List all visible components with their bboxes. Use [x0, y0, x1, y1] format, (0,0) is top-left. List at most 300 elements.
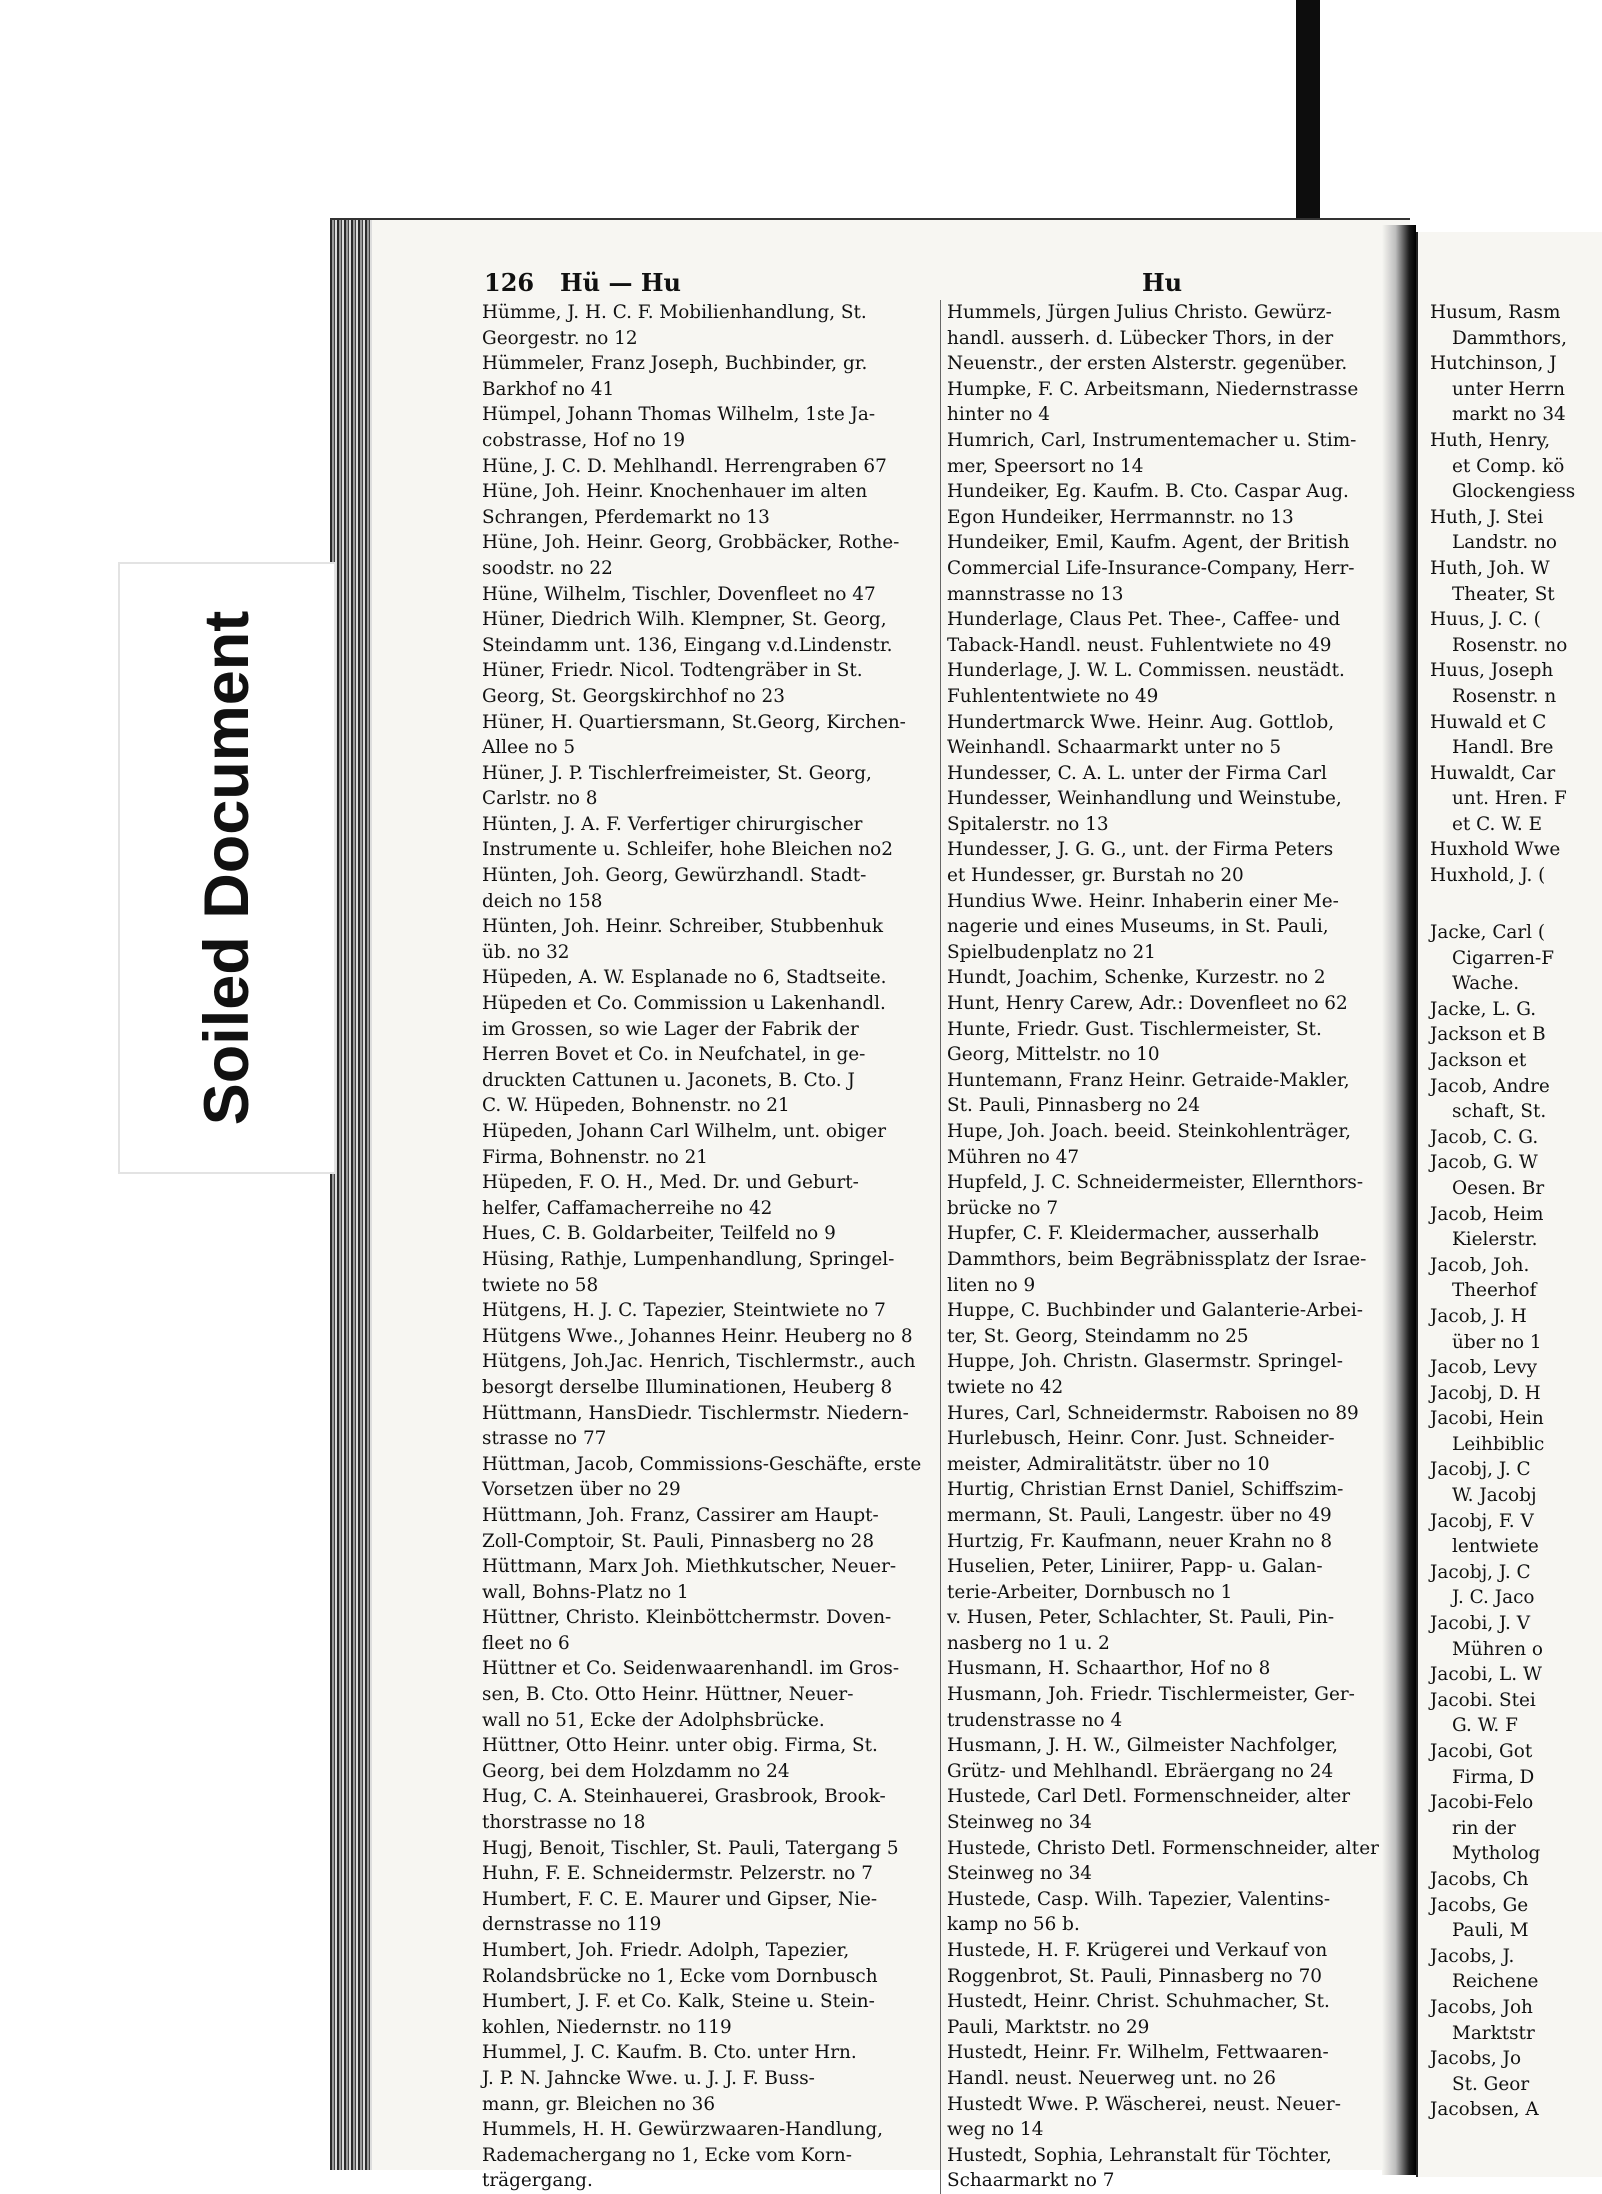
facing-entry-line: Jacke, L. G. — [1430, 998, 1537, 1020]
entry-line: Huppe, C. Buchbinder und Galanterie-Arbei- — [947, 1300, 1363, 1322]
facing-entry-line: Huth, Joh. W — [1430, 557, 1550, 579]
entry-line: Hustede, Casp. Wilh. Tapezier, Valentins- — [947, 1888, 1331, 1910]
facing-entry-line: Firma, D — [1452, 1766, 1535, 1788]
entry-line: Georg, Mittelstr. no 10 — [947, 1044, 1160, 1066]
entry-line: strasse no 77 — [482, 1428, 607, 1450]
entry-line: twiete no 58 — [482, 1274, 599, 1296]
entry-line: St. Pauli, Pinnasberg no 24 — [947, 1095, 1201, 1117]
facing-entry-line: Huxhold, J. ( — [1430, 865, 1546, 887]
entry-line: v. Husen, Peter, Schlachter, St. Pauli, Pin- — [947, 1607, 1335, 1629]
facing-entry-line: Jackson et — [1430, 1049, 1527, 1071]
directory-entry — [947, 1221, 1386, 1298]
directory-entry — [947, 479, 1386, 530]
facing-entry-line: Jacob, J. H — [1430, 1305, 1527, 1327]
directory-entry — [947, 530, 1386, 607]
entry-line: Taback-Handl. neust. Fuhlentwiete no 49 — [947, 634, 1332, 656]
directory-entry — [947, 1784, 1386, 1835]
entry-line: Hüttmann, HansDiedr. Tischlermstr. Niedern- — [482, 1402, 909, 1424]
entry-line: mann, gr. Bleichen no 36 — [482, 2093, 716, 2115]
facing-entry-line: Mühren o — [1452, 1638, 1543, 1660]
entry-line: Hunderlage, J. W. L. Commissen. neustädt. — [947, 660, 1345, 682]
entry-line: Hundeiker, Emil, Kaufm. Agent, der British — [947, 532, 1350, 554]
directory-entry — [947, 991, 1386, 1017]
entry-line: Instrumente u. Schleifer, hohe Bleichen no2 — [482, 839, 893, 861]
directory-entry — [482, 1656, 928, 1733]
directory-entry — [482, 1401, 928, 1452]
entry-line: Barkhof no 41 — [482, 378, 615, 400]
directory-entry — [482, 402, 928, 453]
facing-entry-line: Hutchinson, J — [1430, 353, 1557, 375]
entry-line: kohlen, Niedernstr. no 119 — [482, 2016, 732, 2038]
directory-entry — [947, 1682, 1386, 1733]
entry-line: Herren Bovet et Co. in Neufchatel, in ge- — [482, 1044, 866, 1066]
entry-line: trudenstrasse no 4 — [947, 1709, 1123, 1731]
facing-entry-line: Jacobs, Ch — [1430, 1868, 1529, 1890]
facing-entry-line: Jacobsen, A — [1430, 2099, 1539, 2121]
entry-line: Hüne, Joh. Heinr. Georg, Grobbäcker, Rothe- — [482, 532, 900, 554]
facing-entry-line: Jacobi. Stei — [1430, 1689, 1536, 1711]
directory-entry — [947, 428, 1386, 479]
directory-entry — [482, 1298, 928, 1324]
directory-entry — [482, 863, 928, 914]
scan-border — [1296, 0, 1320, 245]
entry-line: Zoll-Comptoir, St. Pauli, Pinnasberg no 28 — [482, 1530, 875, 1552]
entry-line: Humbert, J. F. et Co. Kalk, Steine u. Stein- — [482, 1991, 875, 2013]
facing-entry-line: Wache. — [1452, 973, 1520, 995]
entry-line: Schrangen, Pferdemarkt no 13 — [482, 506, 770, 528]
facing-entry-line: Jacobj, J. C — [1430, 1459, 1531, 1481]
entry-line: Hundesser, Weinhandlung und Weinstube, — [947, 788, 1342, 810]
facing-entry-line: Jacobj, J. C — [1430, 1561, 1531, 1583]
entry-line: Rademachergang no 1, Ecke vom Korn- — [482, 2144, 852, 2166]
facing-entry-line: Jacobi, Hein — [1430, 1408, 1544, 1430]
directory-entry — [947, 1529, 1386, 1555]
facing-entry-line: et C. W. E — [1452, 813, 1543, 835]
entry-line: Hüttner, Otto Heinr. unter obig. Firma, St. — [482, 1735, 878, 1757]
facing-entry-line: Glockengiess — [1452, 481, 1576, 503]
entry-line: Hüsing, Rathje, Lumpenhandlung, Springel- — [482, 1248, 895, 1270]
facing-page — [1416, 232, 1602, 2177]
directory-entry — [947, 1401, 1386, 1427]
directory-entry — [482, 761, 928, 812]
entry-line: hinter no 4 — [947, 404, 1050, 426]
facing-entry-line: Huwald et C — [1430, 711, 1547, 733]
entry-line: mer, Speersort no 14 — [947, 455, 1144, 477]
directory-entry — [482, 1324, 928, 1350]
entry-line: Hüpeden, A. W. Esplanade no 6, Stadtseite. — [482, 967, 887, 989]
entry-line: wall no 51, Ecke der Adolphsbrücke. — [482, 1709, 825, 1731]
entry-line: Hüner, J. P. Tischlerfreimeister, St. Georg, — [482, 762, 872, 784]
entry-line: Hünten, Joh. Heinr. Schreiber, Stubbenhuk — [482, 916, 883, 938]
entry-line: dernstrasse no 119 — [482, 1914, 662, 1936]
entry-line: Firma, Bohnenstr. no 21 — [482, 1146, 708, 1168]
entry-line: Hundesser, J. G. G., unt. der Firma Peters — [947, 839, 1334, 861]
entry-line: Hustede, Carl Detl. Formenschneider, alter — [947, 1786, 1351, 1808]
entry-line: C. W. Hüpeden, Bohnenstr. no 21 — [482, 1095, 790, 1117]
entry-line: Georg, St. Georgskirchhof no 23 — [482, 685, 785, 707]
facing-entry-line: Jacke, Carl ( — [1430, 922, 1546, 943]
entry-line: im Grossen, so wie Lager der Fabrik der — [482, 1018, 859, 1040]
entry-line: Hüner, H. Quartiersmann, St.Georg, Kirchen- — [482, 711, 906, 733]
entry-line: wall, Bohns-Platz no 1 — [482, 1581, 689, 1603]
facing-entry-line: G. W. F — [1452, 1715, 1518, 1737]
entry-line: Handl. neust. Neuerweg unt. no 26 — [947, 2067, 1276, 2089]
facing-entry-line: Jacobj, D. H — [1430, 1382, 1541, 1404]
entry-line: Hues, C. B. Goldarbeiter, Teilfeld no 9 — [482, 1223, 836, 1245]
entry-line: Hustedt, Sophia, Lehranstalt für Töchter, — [947, 2144, 1332, 2166]
entry-line: Steinweg no 34 — [947, 1812, 1093, 1834]
entry-line: Spitalerstr. no 13 — [947, 813, 1109, 835]
entry-line: Hundius Wwe. Heinr. Inhaberin einer Me- — [947, 890, 1339, 912]
entry-line: Hümpel, Johann Thomas Wilhelm, 1ste Ja- — [482, 404, 876, 426]
entry-line: Steinweg no 34 — [947, 1863, 1093, 1885]
entry-line: Pauli, Marktstr. no 29 — [947, 2016, 1150, 2038]
entry-line: Rolandsbrücke no 1, Ecke vom Dornbusch — [482, 1965, 878, 1987]
entry-line: Hug, C. A. Steinhauerei, Grasbrook, Brook- — [482, 1786, 886, 1808]
entry-line: fleet no 6 — [482, 1632, 570, 1654]
directory-entry — [482, 351, 928, 402]
facing-column-upper — [1430, 300, 1602, 889]
entry-line: weg no 14 — [947, 2119, 1044, 2141]
directory-entry — [947, 1349, 1386, 1400]
entry-line: deich no 158 — [482, 890, 603, 912]
facing-entry-line: Jackson et B — [1430, 1024, 1546, 1046]
entry-line: Spielbudenplatz no 21 — [947, 941, 1156, 963]
directory-column-right — [940, 300, 1386, 2194]
directory-entry — [482, 1247, 928, 1298]
entry-line: terie-Arbeiter, Dornbusch no 1 — [947, 1581, 1233, 1603]
entry-line: Huntemann, Franz Heinr. Getraide-Makler, — [947, 1069, 1350, 1091]
directory-entry — [947, 1733, 1386, 1784]
entry-line: Hundertmarck Wwe. Heinr. Aug. Gottlob, — [947, 711, 1335, 733]
entry-line: Hurtzig, Fr. Kaufmann, neuer Krahn no 8 — [947, 1530, 1333, 1552]
entry-line: Huselien, Peter, Liniirer, Papp- u. Galan- — [947, 1556, 1323, 1578]
directory-entry — [482, 1170, 928, 1221]
directory-entry — [482, 658, 928, 709]
directory-entry — [947, 1989, 1386, 2040]
directory-entry — [947, 1477, 1386, 1528]
page-number: 126 — [484, 268, 535, 297]
entry-line: Hustedt, Heinr. Christ. Schuhmacher, St. — [947, 1991, 1330, 2013]
directory-entry — [947, 1836, 1386, 1887]
entry-line: Hunte, Friedr. Gust. Tischlermeister, St. — [947, 1018, 1322, 1040]
entry-line: Hüne, J. C. D. Mehlhandl. Herrengraben 67 — [482, 455, 887, 477]
directory-entry — [482, 582, 928, 608]
entry-line: Roggenbrot, St. Pauli, Pinnasberg no 70 — [947, 1965, 1322, 1987]
entry-line: handl. ausserh. d. Lübecker Thors, in der — [947, 327, 1334, 349]
entry-line: Neuenstr., der ersten Alsterstr. gegenüber. — [947, 353, 1348, 375]
directory-entry — [947, 1554, 1386, 1605]
entry-line: mermann, St. Pauli, Langestr. über no 49 — [947, 1504, 1332, 1526]
facing-entry-line: schaft, St. — [1452, 1101, 1547, 1123]
directory-entry — [947, 1426, 1386, 1477]
facing-entry-line: Theater, St — [1452, 583, 1555, 605]
directory-entry — [947, 2040, 1386, 2091]
facing-entry-line: St. Geor — [1452, 2073, 1530, 2095]
directory-entry — [947, 1068, 1386, 1119]
facing-entry-line: Jacob, Heim — [1430, 1203, 1544, 1225]
entry-line: Huppe, Joh. Christn. Glasermstr. Springel- — [947, 1351, 1343, 1373]
entry-line: Hüttman, Jacob, Commissions-Geschäfte, erste — [482, 1453, 922, 1475]
entry-line: Hüpeden et Co. Commission u Lakenhandl. — [482, 993, 886, 1015]
entry-line: Carlstr. no 8 — [482, 788, 598, 810]
entry-line: Fuhlententwiete no 49 — [947, 685, 1159, 707]
entry-line: Husmann, J. H. W., Gilmeister Nachfolger, — [947, 1735, 1338, 1757]
directory-entry — [482, 2040, 928, 2117]
directory-entry — [947, 2143, 1386, 2194]
facing-entry-line: markt no 34 — [1452, 404, 1566, 426]
directory-entry — [947, 1938, 1386, 1989]
entry-line: Hupfer, C. F. Kleidermacher, ausserhalb — [947, 1223, 1320, 1245]
entry-line: Hunt, Henry Carew, Adr.: Dovenfleet no 62 — [947, 993, 1348, 1015]
directory-entry — [482, 1452, 928, 1503]
entry-line: Hüne, Wilhelm, Tischler, Dovenfleet no 47 — [482, 583, 876, 605]
directory-entry — [947, 889, 1386, 966]
facing-entry-line: Jacobi, L. W — [1430, 1664, 1542, 1686]
facing-entry-line: Huth, J. Stei — [1430, 506, 1544, 528]
facing-entry-line: Jacobs, Joh — [1430, 1996, 1533, 2018]
entry-line: Hundesser, C. A. L. unter der Firma Carl — [947, 762, 1327, 784]
directory-entry — [947, 1887, 1386, 1938]
entry-line: helfer, Caffamacherreihe no 42 — [482, 1197, 773, 1219]
facing-entry-line: Marktstr — [1452, 2022, 1535, 2044]
facing-entry-line: über no 1 — [1452, 1331, 1542, 1353]
directory-entry — [947, 1298, 1386, 1349]
facing-entry-line: Jacob, Joh. — [1430, 1254, 1530, 1276]
directory-entry — [482, 1836, 928, 1862]
directory-entry — [482, 2117, 928, 2194]
directory-entry — [482, 1989, 928, 2040]
entry-line: Humbert, Joh. Friedr. Adolph, Tapezier, — [482, 1940, 850, 1961]
entry-line: Humpke, F. C. Arbeitsmann, Niedernstrasse — [947, 378, 1359, 400]
entry-line: Hustedt, Heinr. Fr. Wilhelm, Fettwaaren- — [947, 2042, 1329, 2064]
facing-entry-line: Huxhold Wwe — [1430, 839, 1561, 861]
directory-entry — [947, 1170, 1386, 1221]
entry-line: soodstr. no 22 — [482, 557, 613, 579]
facing-entry-line: Jacob, C. G. — [1430, 1126, 1539, 1148]
entry-line: Hustede, Christo Detl. Formenschneider, alter — [947, 1837, 1379, 1859]
entry-line: Hunderlage, Claus Pet. Thee-, Caffee- und — [947, 609, 1341, 631]
book-gutter — [1382, 225, 1416, 2175]
facing-entry-line: Jacobs, J. — [1430, 1945, 1515, 1967]
directory-entry — [482, 1605, 928, 1656]
directory-entry — [947, 377, 1386, 428]
entry-line: Hüttner et Co. Seidenwaarenhandl. im Gros- — [482, 1658, 900, 1680]
entry-line: Hurtig, Christian Ernst Daniel, Schiffszim- — [947, 1479, 1344, 1501]
entry-line: Hüttner, Christo. Kleinböttchermstr. Doven- — [482, 1607, 892, 1629]
facing-entry-line: Mytholog — [1452, 1843, 1541, 1865]
entry-line: Hurlebusch, Heinr. Conr. Just. Schneider- — [947, 1428, 1335, 1450]
facing-entry-line: Kielerstr. — [1452, 1229, 1538, 1251]
facing-entry-line: Leihbiblic — [1452, 1433, 1545, 1455]
facing-entry-line: Jacobs, Jo — [1430, 2048, 1522, 2070]
entry-line: brücke no 7 — [947, 1197, 1059, 1219]
facing-entry-line: Landstr. no — [1452, 532, 1557, 554]
facing-entry-line: unt. Hren. F — [1452, 788, 1567, 810]
directory-entry — [482, 1938, 928, 1989]
entry-line: sen, B. Cto. Otto Heinr. Hüttner, Neuer- — [482, 1684, 854, 1706]
entry-line: Weinhandl. Schaarmarkt unter no 5 — [947, 737, 1282, 759]
directory-entry — [482, 300, 928, 351]
facing-entry-line: Dammthors, — [1452, 327, 1567, 349]
directory-entry — [947, 965, 1386, 991]
entry-line: Hundt, Joachim, Schenke, Kurzestr. no 2 — [947, 967, 1326, 989]
soiled-document-tab — [118, 562, 336, 1174]
entry-line: Egon Hundeiker, Herrmannstr. no 13 — [947, 506, 1294, 528]
facing-entry-line: Jacobj, F. V — [1430, 1510, 1534, 1532]
facing-entry-line: Cigarren-F — [1452, 947, 1554, 969]
facing-entry-line: J. C. Jaco — [1452, 1587, 1535, 1609]
entry-line: Schaarmarkt no 7 — [947, 2170, 1115, 2192]
entry-line: Hüttmann, Joh. Franz, Cassirer am Haupt- — [482, 1504, 879, 1526]
entry-line: Hünten, Joh. Georg, Gewürzhandl. Stadt- — [482, 865, 867, 887]
entry-line: Hünten, J. A. F. Verfertiger chirurgischer — [482, 813, 863, 835]
entry-line: cobstrasse, Hof no 19 — [482, 429, 686, 451]
facing-entry-line: Huus, Joseph — [1430, 660, 1554, 682]
facing-column-lower — [1430, 920, 1602, 2123]
facing-entry-line: lentwiete — [1452, 1536, 1539, 1558]
directory-entry — [482, 1349, 928, 1400]
entry-line: Hüttmann, Marx Joh. Miethkutscher, Neuer- — [482, 1556, 897, 1578]
entry-line: Hüner, Friedr. Nicol. Todtengräber in St. — [482, 660, 863, 682]
entry-line: besorgt derselbe Illuminationen, Heuberg 8 — [482, 1376, 893, 1398]
directory-entry — [482, 1887, 928, 1938]
running-head-left: Hü — Hu — [560, 268, 681, 297]
entry-line: Hupfeld, J. C. Schneidermeister, Ellernthors- — [947, 1172, 1364, 1194]
entry-line: Husmann, H. Schaarthor, Hof no 8 — [947, 1658, 1271, 1680]
entry-line: Steindamm unt. 136, Eingang v.d.Lindenstr. — [482, 634, 893, 656]
page-edge — [330, 220, 372, 2170]
facing-entry-line: W. Jacobj — [1452, 1485, 1537, 1507]
entry-line: Hustedt Wwe. P. Wäscherei, neust. Neuer- — [947, 2093, 1341, 2115]
directory-entry — [482, 479, 928, 530]
directory-entry — [482, 812, 928, 863]
entry-line: Hütgens Wwe., Johannes Heinr. Heuberg no 8 — [482, 1325, 913, 1347]
directory-entry — [482, 1221, 928, 1247]
entry-line: Hundeiker, Eg. Kaufm. B. Cto. Caspar Aug. — [947, 481, 1349, 503]
facing-entry-line: Jacob, Levy — [1430, 1357, 1538, 1379]
directory-entry — [947, 300, 1386, 377]
entry-line: druckten Cattunen u. Jaconets, B. Cto. J — [482, 1069, 855, 1091]
directory-entry — [482, 1784, 928, 1835]
directory-entry — [947, 761, 1386, 838]
directory-entry — [947, 1656, 1386, 1682]
entry-line: Allee no 5 — [482, 737, 576, 759]
entry-line: Hüner, Diedrich Wilh. Klempner, St. Georg, — [482, 609, 887, 631]
directory-entry — [947, 1017, 1386, 1068]
facing-entry-line: Jacob, Andre — [1430, 1075, 1550, 1097]
facing-entry-line: Pauli, M — [1452, 1920, 1529, 1942]
entry-line: liten no 9 — [947, 1274, 1036, 1296]
facing-entry-line: Jacob, G. W — [1430, 1152, 1538, 1174]
directory-entry — [947, 1119, 1386, 1170]
entry-line: Humbert, F. C. E. Maurer und Gipser, Nie- — [482, 1888, 878, 1910]
entry-line: üb. no 32 — [482, 941, 570, 963]
directory-entry — [947, 1605, 1386, 1656]
directory-entry — [482, 991, 928, 1119]
entry-line: Hütgens, Joh.Jac. Henrich, Tischlermstr., auch — [482, 1351, 916, 1373]
entry-line: Hümme, J. H. C. F. Mobilienhandlung, St. — [482, 302, 867, 323]
facing-entry-line: Huth, Henry, — [1430, 429, 1551, 451]
entry-line: Georg, bei dem Holzdamm no 24 — [482, 1760, 790, 1782]
facing-entry-line: Jacobi, Got — [1430, 1741, 1533, 1762]
facing-entry-line: Theerhof — [1452, 1280, 1537, 1302]
directory-entry — [482, 914, 928, 965]
facing-entry-line: Jacobs, Ge — [1430, 1894, 1529, 1916]
directory-entry — [482, 710, 928, 761]
facing-entry-line: Jacobi, J. V — [1430, 1613, 1530, 1635]
directory-entry — [947, 837, 1386, 888]
directory-entry — [947, 658, 1386, 709]
entry-line: Hummel, J. C. Kaufm. B. Cto. unter Hrn. — [482, 2042, 857, 2064]
soiled-document-label: Soiled Document — [192, 610, 262, 1126]
entry-line: Dammthors, beim Begräbnissplatz der Israe- — [947, 1248, 1367, 1270]
facing-entry-line: Rosenstr. n — [1452, 685, 1557, 707]
directory-entry — [482, 965, 928, 991]
directory-entry — [947, 2092, 1386, 2143]
entry-line: Hummels, Jürgen Julius Christo. Gewürz- — [947, 302, 1332, 323]
directory-column-left — [482, 300, 928, 2194]
directory-entry — [482, 1554, 928, 1605]
entry-line: et Hundesser, gr. Burstah no 20 — [947, 865, 1244, 887]
entry-line: Hüne, Joh. Heinr. Knochenhauer im alten — [482, 481, 868, 503]
entry-line: Hugj, Benoit, Tischler, St. Pauli, Tatergang 5 — [482, 1837, 899, 1859]
entry-line: nagerie und eines Museums, in St. Pauli, — [947, 916, 1329, 938]
directory-entry — [482, 530, 928, 581]
entry-line: twiete no 42 — [947, 1376, 1064, 1398]
entry-line: meister, Admiralitätstr. über no 10 — [947, 1453, 1270, 1475]
entry-line: ter, St. Georg, Steindamm no 25 — [947, 1325, 1249, 1347]
entry-line: Hummels, H. H. Gewürzwaaren-Handlung, — [482, 2119, 883, 2141]
entry-line: Vorsetzen über no 29 — [482, 1479, 681, 1501]
directory-entry — [482, 1861, 928, 1887]
entry-line: Grütz- und Mehlhandl. Ebräergang no 24 — [947, 1760, 1334, 1782]
facing-entry-line: Handl. Bre — [1452, 737, 1554, 759]
entry-line: Husmann, Joh. Friedr. Tischlermeister, Ger- — [947, 1684, 1355, 1706]
facing-entry-line: Jacobi-Felo — [1430, 1792, 1534, 1814]
facing-entry-line: Rosenstr. no — [1452, 634, 1568, 656]
directory-entry — [482, 607, 928, 658]
directory-entry — [482, 1733, 928, 1784]
directory-entry — [482, 1119, 928, 1170]
entry-line: Georgestr. no 12 — [482, 327, 638, 349]
directory-entry — [947, 710, 1386, 761]
facing-entry-line: Husum, Rasm — [1430, 302, 1561, 323]
entry-line: thorstrasse no 18 — [482, 1812, 646, 1834]
entry-line: Hures, Carl, Schneidermstr. Raboisen no 89 — [947, 1402, 1359, 1424]
entry-line: kamp no 56 b. — [947, 1914, 1080, 1936]
directory-entry — [482, 1503, 928, 1554]
entry-line: Hümmeler, Franz Joseph, Buchbinder, gr. — [482, 353, 868, 375]
entry-line: Mühren no 47 — [947, 1146, 1080, 1168]
entry-line: trägergang. — [482, 2170, 593, 2192]
directory-entry — [482, 454, 928, 480]
entry-line: Humrich, Carl, Instrumentemacher u. Stim- — [947, 429, 1357, 451]
facing-entry-line: Huwaldt, Car — [1430, 762, 1556, 784]
entry-line: mannstrasse no 13 — [947, 583, 1124, 605]
directory-entry — [947, 607, 1386, 658]
entry-line: Hütgens, H. J. C. Tapezier, Steintwiete no 7 — [482, 1300, 886, 1322]
entry-line: Hupe, Joh. Joach. beeid. Steinkohlenträger, — [947, 1121, 1352, 1142]
entry-line: Hüpeden, Johann Carl Wilhelm, unt. obiger — [482, 1121, 887, 1142]
entry-line: Hustede, H. F. Krügerei und Verkauf von — [947, 1940, 1328, 1961]
facing-entry-line: Oesen. Br — [1452, 1177, 1545, 1199]
facing-entry-line: Huus, J. C. ( — [1430, 609, 1541, 631]
facing-entry-line: unter Herrn — [1452, 378, 1565, 400]
entry-line: Hüpeden, F. O. H., Med. Dr. und Geburt- — [482, 1172, 859, 1194]
facing-entry-line: rin der — [1452, 1817, 1516, 1839]
entry-line: Commercial Life-Insurance-Company, Herr- — [947, 557, 1355, 579]
